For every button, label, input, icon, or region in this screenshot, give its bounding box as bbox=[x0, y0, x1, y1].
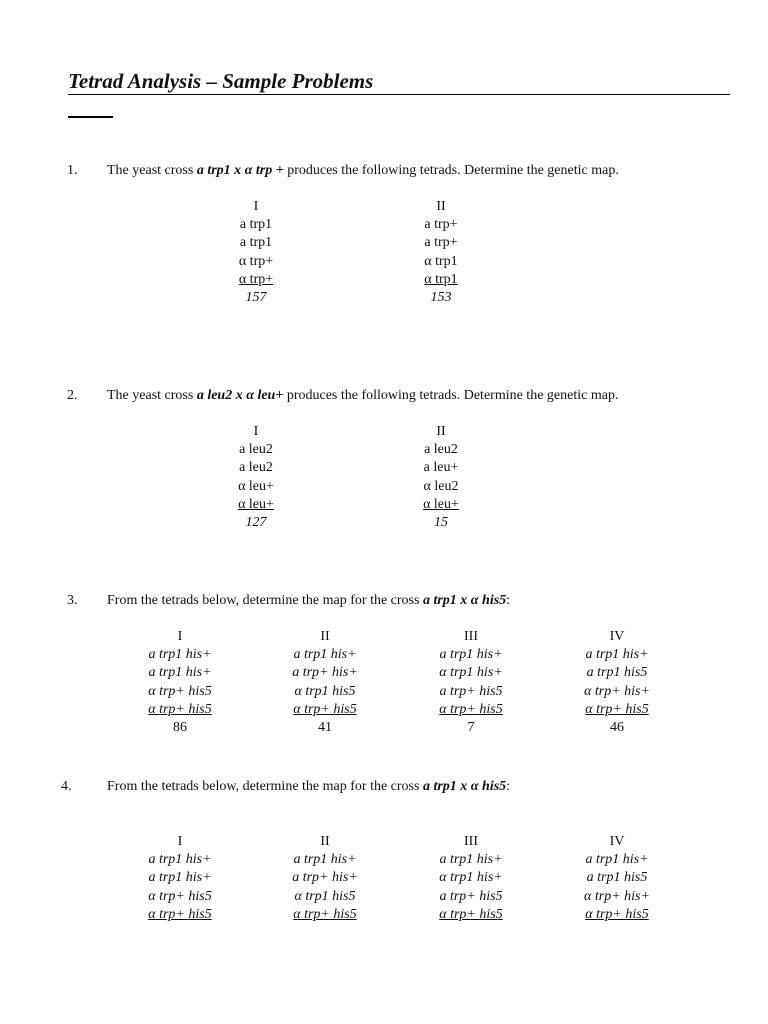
problem-2-number: 2. bbox=[67, 388, 78, 403]
tetrad-header: II bbox=[320, 834, 330, 849]
problem-2-text-after: produces the following tetrads. Determine the genetic map. bbox=[283, 388, 619, 403]
problem-3-text bbox=[107, 592, 510, 610]
tetrad-spore: a trp+ his+ bbox=[292, 870, 358, 886]
tetrad-spore: a trp1 his5 bbox=[586, 665, 648, 681]
tetrad-spore: a leu+ bbox=[423, 460, 459, 476]
tetrad-count: 157 bbox=[245, 290, 267, 306]
problem-4-cross: a trp1 x α his5 bbox=[422, 779, 507, 794]
title-underline-tail bbox=[68, 116, 113, 118]
problem-2-text bbox=[107, 387, 618, 405]
page-title: Tetrad Analysis – Sample Problems bbox=[68, 68, 730, 95]
tetrad-spore: α trp+ his5 bbox=[148, 683, 212, 699]
tetrad-spore: a trp+ his5 bbox=[439, 888, 503, 904]
tetrad-spore: α leu+ bbox=[423, 496, 459, 512]
problem-4-text bbox=[107, 778, 510, 796]
tetrad-header: III bbox=[464, 629, 478, 644]
tetrad-count: 127 bbox=[245, 515, 267, 531]
tetrad-spore: a trp1 his+ bbox=[293, 852, 357, 868]
tetrad-header: II bbox=[436, 424, 446, 439]
problem-4-tetrad-III bbox=[421, 833, 521, 924]
tetrad-spore: a trp+ his+ bbox=[292, 665, 358, 681]
tetrad-header: I bbox=[177, 629, 183, 644]
tetrad-header: I bbox=[253, 424, 259, 439]
problem-1-number: 1. bbox=[67, 163, 78, 178]
tetrad-spore: a trp+ bbox=[424, 217, 458, 233]
tetrad-spore: a trp1 his+ bbox=[148, 852, 212, 868]
tetrad-spore: α leu2 bbox=[423, 478, 459, 494]
problem-3-tetrad-III bbox=[421, 628, 521, 737]
tetrad-spore: α trp1 bbox=[424, 271, 458, 287]
problem-4-number: 4. bbox=[61, 779, 72, 794]
tetrad-spore: α trp+ bbox=[238, 253, 274, 269]
tetrad-spore: a trp+ his5 bbox=[439, 683, 503, 699]
tetrad-spore: α trp1 bbox=[424, 253, 458, 269]
problem-3-text-after: : bbox=[506, 593, 511, 608]
tetrad-header: I bbox=[177, 834, 183, 849]
problem-2-tetrad-I bbox=[216, 423, 296, 532]
tetrad-spore: α trp+ his5 bbox=[148, 888, 212, 904]
problem-1-cross: a trp1 x α trp + bbox=[196, 163, 284, 178]
tetrad-spore: a trp1 his+ bbox=[293, 647, 357, 663]
tetrad-count: 41 bbox=[318, 720, 332, 736]
problem-4-tetrad-II bbox=[275, 833, 375, 924]
tetrad-spore: α trp+ his5 bbox=[293, 701, 357, 717]
tetrad-spore: α leu+ bbox=[238, 496, 274, 512]
tetrad-count: 15 bbox=[434, 515, 448, 531]
tetrad-spore: a trp1 his+ bbox=[148, 647, 212, 663]
tetrad-spore: α trp+ his5 bbox=[293, 906, 357, 922]
tetrad-spore: α trp1 his+ bbox=[439, 870, 503, 886]
tetrad-spore: α trp1 his5 bbox=[294, 888, 356, 904]
problem-3-tetrad-II bbox=[275, 628, 375, 737]
tetrad-spore: α leu+ bbox=[238, 478, 274, 494]
tetrad-spore: α trp+ his+ bbox=[584, 683, 650, 699]
problem-1-text-after: produces the following tetrads. Determine the genetic map. bbox=[283, 163, 619, 178]
tetrad-header: IV bbox=[609, 629, 625, 644]
tetrad-header: III bbox=[464, 834, 478, 849]
tetrad-spore: a trp1 bbox=[239, 235, 273, 251]
tetrad-spore: α trp+ his+ bbox=[584, 888, 650, 904]
problem-3-text-before: From the tetrads below, determine the map for the cross bbox=[107, 593, 423, 608]
tetrad-count: 86 bbox=[173, 720, 187, 736]
tetrad-count: 153 bbox=[430, 290, 452, 306]
tetrad-spore: a trp1 bbox=[239, 217, 273, 233]
tetrad-spore: a trp1 his+ bbox=[585, 647, 649, 663]
tetrad-spore: a trp1 his+ bbox=[148, 870, 212, 886]
tetrad-spore: α trp+ his5 bbox=[439, 906, 503, 922]
tetrad-header: I bbox=[253, 199, 259, 214]
tetrad-spore: a leu2 bbox=[239, 442, 273, 458]
problem-4-tetrad-IV bbox=[567, 833, 667, 924]
problem-4-text-before: From the tetrads below, determine the map for the cross bbox=[107, 779, 423, 794]
tetrad-spore: α trp1 his5 bbox=[294, 683, 356, 699]
problem-1-text bbox=[107, 162, 619, 180]
problem-2-text-before: The yeast cross bbox=[107, 388, 197, 403]
tetrad-spore: α trp+ his5 bbox=[585, 906, 649, 922]
tetrad-count: 7 bbox=[467, 720, 475, 736]
problem-2-cross: a leu2 x α leu+ bbox=[196, 388, 284, 403]
tetrad-spore: α trp+ his5 bbox=[439, 701, 503, 717]
problem-4-text-after: : bbox=[506, 779, 511, 794]
tetrad-spore: α trp+ his5 bbox=[148, 906, 212, 922]
problem-3-tetrad-I bbox=[130, 628, 230, 737]
tetrad-count: 46 bbox=[610, 720, 624, 736]
problem-3-cross: a trp1 x α his5 bbox=[422, 593, 507, 608]
problem-2-tetrad-II bbox=[401, 423, 481, 532]
problem-3-number: 3. bbox=[67, 593, 78, 608]
problem-3-tetrad-IV bbox=[567, 628, 667, 737]
tetrad-spore: a trp1 his+ bbox=[585, 852, 649, 868]
tetrad-spore: a trp1 his+ bbox=[439, 852, 503, 868]
tetrad-header: II bbox=[320, 629, 330, 644]
tetrad-header: II bbox=[436, 199, 446, 214]
problem-1-tetrad-II bbox=[401, 198, 481, 307]
problem-1-text-before: The yeast cross bbox=[107, 163, 197, 178]
tetrad-spore: a trp1 his5 bbox=[586, 870, 648, 886]
problem-1-tetrad-I bbox=[216, 198, 296, 307]
tetrad-spore: a leu2 bbox=[424, 442, 458, 458]
tetrad-spore: α trp1 his+ bbox=[439, 665, 503, 681]
tetrad-spore: α trp+ his5 bbox=[585, 701, 649, 717]
tetrad-header: IV bbox=[609, 834, 625, 849]
tetrad-spore: a trp1 his+ bbox=[148, 665, 212, 681]
tetrad-spore: α trp+ bbox=[238, 271, 274, 287]
tetrad-spore: a trp+ bbox=[424, 235, 458, 251]
tetrad-spore: a leu2 bbox=[239, 460, 273, 476]
tetrad-spore: α trp+ his5 bbox=[148, 701, 212, 717]
problem-4-tetrad-I bbox=[130, 833, 230, 924]
tetrad-spore: a trp1 his+ bbox=[439, 647, 503, 663]
